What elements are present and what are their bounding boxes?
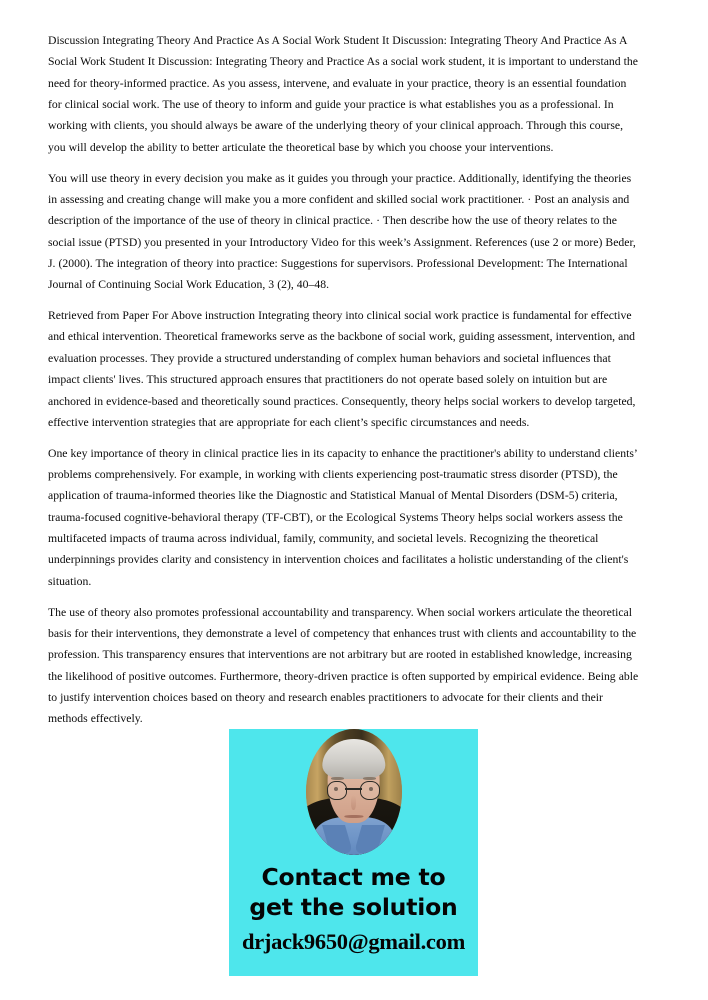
document-text-body <box>48 30 640 739</box>
paragraph: Discussion Integrating Theory And Practice As A Social Work Student It Discussion: Integrating Theory And Practice As A Social Work Student It Discussion: Integrating Theory and Practice As a social work student, it is important to understand the need for theory-informed practice. As you assess, intervene, and evaluate in your practice, theory is an essential foundation for clinical social work. The use of theory to inform and guide your practice is what establishes you as a professional. In working with clients, you should always be aware of the underlying theory of your clinical approach. Through this course, you will develop the ability to better articulate the theoretical base by which you choose your interventions. <box>48 34 638 154</box>
portrait-glasses-bridge <box>345 788 362 790</box>
portrait-eyebrow-left <box>331 777 343 780</box>
paragraph: You will use theory in every decision you make as it guides you through your practice. Additionally, identifying the theories in assessing and creating change will make you a more confident and skilled social work practitioner. · Post an analysis and description of the importance of the use of theory in clinical practice. · Then describe how the use of theory relates to the social issue (PTSD) you presented in your Introductory Video for this week’s Assignment. References (use 2 or more) Beder, J. (2000). The integration of theory into practice: Suggestions for supervisors. Professional Development: The International Journal of Continuing Social Work Education, 3 (2), 40–48. <box>48 171 636 292</box>
portrait-photo <box>306 729 402 855</box>
portrait-glasses-right-lens <box>360 781 380 799</box>
contact-headline-line-2: get the solution <box>249 893 458 921</box>
paragraph: Retrieved from Paper For Above instruction Integrating theory into clinical social work practice is fundamental for effective and ethical intervention. Theoretical frameworks serve as the backbone of social work, guiding assessment, intervention, and evaluation processes. They provide a structured understanding of complex human behaviors and societal influences that impact clients' lives. This structured approach ensures that practitioners do not operate based solely on intuition but are anchored in evidence-based and theoretically sound practices. Consequently, theory helps social workers to develop targeted, effective intervention strategies that are appropriate for each client’s specific circumstances and needs. <box>48 309 636 429</box>
contact-headline-line-1: Contact me to <box>261 863 446 891</box>
portrait-glasses-left-lens <box>327 781 347 799</box>
paragraph: One key importance of theory in clinical practice lies in its capacity to enhance the practitioner's ability to understand clients’ problems comprehensively. For example, in working with clients experiencing post-traumatic stress disorder (PTSD), the application of trauma-informed theories like the Diagnostic and Statistical Manual of Mental Disorders (DSM-5) criteria, trauma-focused cognitive-behavioral therapy (TF-CBT), or the Ecological Systems Theory helps social workers assess the multifaceted impacts of trauma across individual, family, community, and societal levels. Recognizing the theoretical underpinnings provides clarity and consistency in intervention choices and facilitates a holistic understanding of the client's situation. <box>48 446 637 588</box>
contact-email-address[interactable]: drjack9650@gmail.com <box>241 929 466 954</box>
contact-overlay-banner <box>229 729 478 976</box>
portrait-eyebrow-right <box>363 777 375 780</box>
portrait-mouth <box>344 815 363 818</box>
portrait-nose <box>351 795 357 810</box>
paragraph: The use of theory also promotes professional accountability and transparency. When social workers articulate the theoretical basis for their interventions, they demonstrate a level of competency that enhances trust with clients and accountability to the profession. This transparency ensures that interventions are not arbitrary but are rooted in established knowledge, increasing the likelihood of positive outcomes. Furthermore, theory-driven practice is often supported by empirical evidence. Being able to justify intervention choices based on theory and research enables practitioners to advocate for their clients and their methods effectively. <box>48 605 639 726</box>
